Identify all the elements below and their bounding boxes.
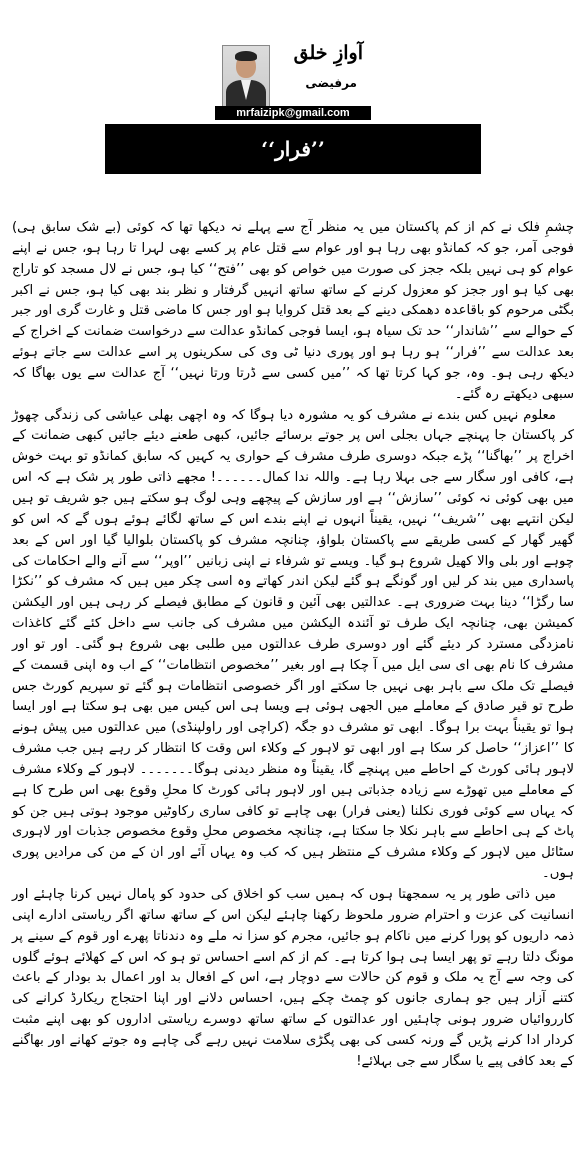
column-title: آوازِ خلق — [293, 42, 363, 64]
article-title: ’’فرار‘‘ — [261, 137, 325, 161]
author-photo — [222, 45, 270, 109]
column-header — [215, 42, 371, 120]
article-body — [12, 218, 574, 1073]
article-paragraph: میں ذاتی طور پر یہ سمجھتا ہوں کہ ہمیں سب کو اخلاق کی حدود کو پامال نہیں کرنا چاہئے اور انسانیت کی عزت و احترام ضرور ملحوظ رکھنا چاہئے لیکن اس کے ساتھ ساتھ اگر ریاستی ادارے اپنی ذمہ داریوں کو پورا کرنے میں ناکام ہو جائیں، مجرم کو سزا نہ ملے وہ دندناتا پھرے اور قوم کے سینے پر مونگ دلتا رہے تو پھر ایسا ہی ہوا کرتا ہے۔ کم از کم اسے احساس تو ہو کہ اس کے کھلائے ہوئے گلوں کی وجہ سے آج یہ ملک و قوم کن حالات سے دوچار ہے، اس کے افعال بد اور اعمال بد بودار کے باعث کتنے آزار ہیں جو ہماری جانوں کو چمٹ چکے ہیں، احساس دلانے اور اپنا احتجاج ریکارڈ کرانے کی کارروائیاں ضرور ہونی چاہئیں اور عدالتوں کے ساتھ ساتھ دوسرے ریاستی اداروں کو بھی اپنے مثبت کردار ادا کرنے پڑیں گے ورنہ کسی کی بھی پگڑی سلامت نہیں رہے گی چاہے وہ جوتے کھانے اور بھاگنے کے بعد کافی پیے یا سگار سے جی بہلائے! — [12, 887, 574, 1069]
article-title-bar — [105, 124, 481, 174]
author-name: مرفیضی — [305, 76, 357, 90]
article-paragraph: چشمِ فلک نے کم از کم پاکستان میں یہ منظر آج سے پہلے نہ دیکھا تھا کہ کوئی (بے شک سابق ہی) فوجی آمر، جو کہ کمانڈو بھی رہا ہو اور عوام سے قتل عام پر کسے بھی لہرا تا رہا ہو، جس نے اپنے عوام کو ہی نہیں بلکہ ججز کی صورت میں خواص کو بھی ’’فتح‘‘ کیا ہو، جس نے لال مسجد کو تاراج بھی کیا ہو اور ججز کو معزول کرنے کے ساتھ ساتھ انہیں گرفتار و نظر بند بھی کیا ہو، جس نے اکبر بگٹی مرحوم کو باقاعدہ دھمکی دینے کے بعد قتل کروایا ہو اور جس کا ماضی قتل و غارت گری اور جبر کے حوالے سے ’’شاندار‘‘ حد تک سیاہ ہو، ایسا فوجی کمانڈو عدالت سے درخواست ضمانت کے اخراج کے بعد عدالت سے ’’فرار‘‘ ہو رہا ہو اور پوری دنیا ٹی وی کی سکرینوں پر اسے عدالت سے جاتے ہوئے دیکھ رہی ہو۔ وہ، جو کہا کرتا تھا کہ ’’میں کسی سے ڈرتا ورتا نہیں‘‘ آج عدالت سے یوں بھاگا کہ سبھی دیکھتے رہ گئے۔ — [12, 220, 574, 402]
author-email: mrfaizipk@gmail.com — [215, 106, 371, 120]
article-paragraph: معلوم نہیں کس بندے نے مشرف کو یہ مشورہ دیا ہوگا کہ وہ اچھی بھلی عیاشی کی زندگی چھوڑ کر پاکستان جا پہنچے جہاں بجلی اس پر جوتے برسائے جائیں، کبھی طعنے دیئے جائیں کبھی ضمانت کے اخراج پر ’’بھاگنا‘‘ پڑے جبکہ دوسری طرف مشرف کے حواری یہ کہیں کہ سابق کمانڈو تو بہت خوش ہے، کافی اور سگار سے جی بہلا رہا ہے۔ واللہ ندا کمال۔۔۔۔۔۔! مجھے ذاتی طور پر شک ہے کہ اس میں بھی کوئی نہ کوئی ’’سازش‘‘ ہے اور سازش کے پیچھے وہی لوگ ہو سکتے ہیں جو شریف تو ہیں لیکن انتہے بھی ’’شریف‘‘ نہیں، یقیناً انہوں نے اپنے بندے اس کے ساتھ لگائے ہوئے ہوں گے کہ اس کو گھیر گھار کے کسی طریقے سے پاکستان بلواؤ، چنانچہ مشرف کو پاکستان بلوالیا گیا اور اس کے بعد چوہے اور بلی والا کھیل شروع ہو گیا۔ ویسے تو شرفاء نے اپنی زبانیں ’’اوپر‘‘ سے آنے والے احکامات کی پاسداری میں بند کر لیں اور گونگے ہو گئے لیکن اندر کھاتے وہ اسی چکر میں ہیں کہ مشرف کو ’’نکڑا سا رگڑا‘‘ دینا بہت ضروری ہے۔ عدالتیں بھی آئین و قانون کے مطابق فیصلے کر رہی ہیں اور الیکشن کمیشن بھی، چنانچہ ایک طرف تو آئندہ الیکشن میں مشرف کی جانب سے داخل کئے گئے کاغذات نامزدگی مسترد کر دیئے گئے اور دوسری طرف عدالتوں میں طلبی بھی شروع ہو گئی۔ اور تو اور مشرف کا نام بھی ای سی ایل میں آ چکا ہے اور بغیر ’’مخصوص انتظامات‘‘ کے اب وہ اپنی قسمت کے فیصلے تک ملک سے باہر بھی نہیں جا سکتے اور اگر خصوصی انتظامات ہو گئے تو سپریم کورٹ جس طرح تو قیر صادق کے معاملے میں الجھی ہوئی ہے ویسا ہی اس کیس میں بھی ہو سکتا ہے اور ایسا ہوا تو یقیناً بہت برا ہوگا۔ ابھی تو مشرف دو جگہ (کراچی اور راولپنڈی) میں عدالتوں میں پیش ہونے کا ’’اعزاز‘‘ حاصل کر سکا ہے اور ابھی تو لاہور کے وکلاء اس وقت کا انتظار کر رہے ہیں جب مشرف لاہور ہائی کورٹ کے احاطے میں پہنچے گا، یقیناً وہ منظر دیدنی ہوگا۔۔۔۔۔۔۔ لاہور کے وکلاء مشرف کے معاملے میں تھوڑے سے زیادہ جذباتی ہیں اور لاہور ہائی کورٹ کا محلِ وقوع بھی اس طرح کا ہے کہ یہاں سے کوئی فوری نکلنا (یعنی فرار) بھی چاہے تو کافی ساری رکاوٹیں موجود ہوتی ہیں جن کو پاٹ کے ہی احاطے سے باہر نکلا جا سکتا ہے، چنانچہ مخصوص محلِ وقوع مخصوص جذبات اور لاہوری سٹائل میں لاہور کے وکلاء مشرف کے منتظر ہیں کہ کب وہ یہاں آئے اور ان کے من کی مرادیں پوری ہوں۔ — [12, 407, 574, 882]
